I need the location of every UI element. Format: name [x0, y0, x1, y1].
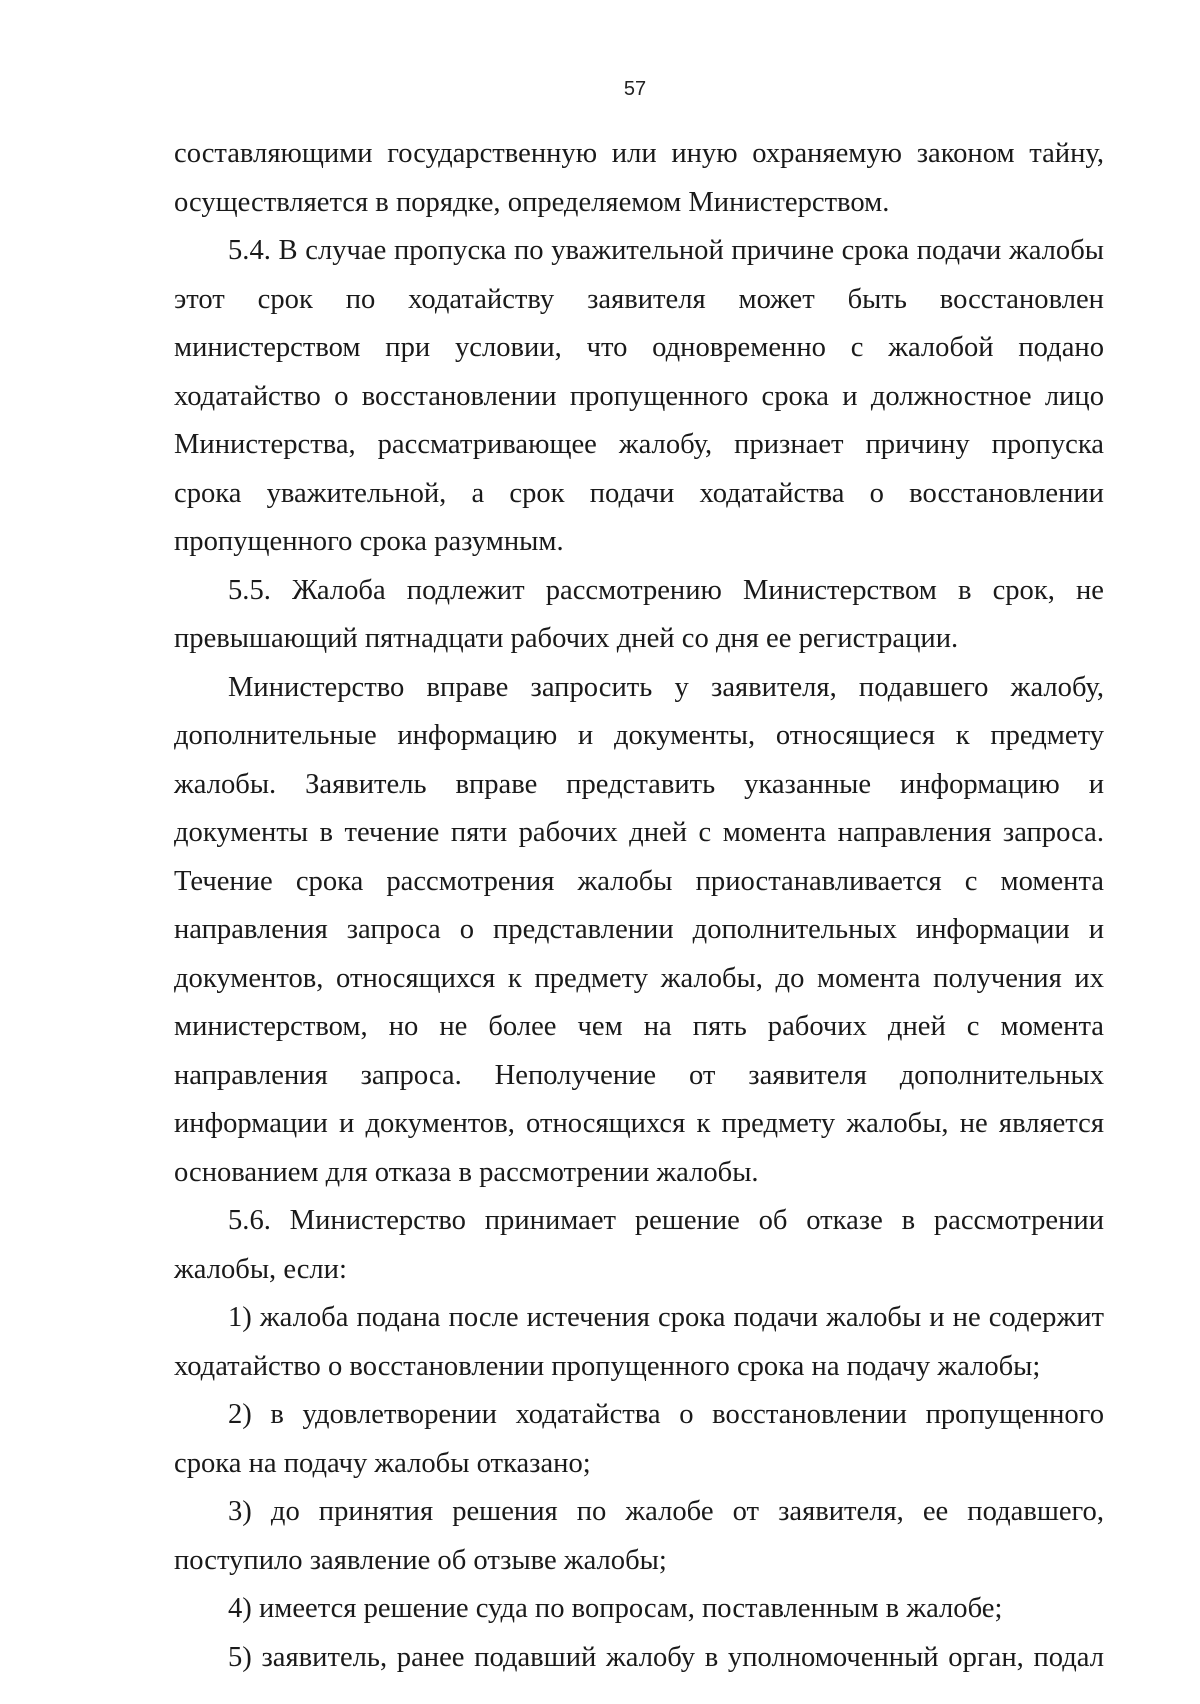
list-item-4: 4) имеется решение суда по вопросам, поставленным в жалобе; [228, 1593, 1003, 1624]
paragraph-clause-5-5-request: Министерство вправе запросить у заявителя, подавшего жалобу, дополнительные информацию и документы, относящиеся к предмету жалобы. Заявитель вправе представить указанные информацию и документы в течение пяти рабочих дней с момента направления запроса. Течение срока рассмотрения жалобы приостанавливается с момента направления запроса о представлении дополнительных информации и документов, относящихся к предмету жалобы, до момента получения их министерством, но не более чем на пять рабочих дней с момента направления запроса. Неполучение от заявителя дополнительных информации и документов, относящихся к предмету жалобы, не является основанием для отказа в рассмотрении жалобы. [174, 671, 1104, 1188]
page-number: 57 [623, 78, 647, 100]
paragraph-clause-5-5: 5.5. Жалоба подлежит рассмотрению Министерством в срок, не превышающий пятнадцати рабочих дней со дня ее регистрации. [174, 574, 1104, 654]
document-body [174, 130, 1104, 1682]
paragraph-clause-5-4: 5.4. В случае пропуска по уважительной причине срока подачи жалобы этот срок по ходатайству заявителя может быть восстановлен министерством при условии, что одновременно с жалобой подано ходатайство о восстановлении пропущенного срока и должностное лицо Министерства, рассматривающее жалобу, признает причину пропуска срока уважительной, а срок подачи ходатайства о восстановлении пропущенного срока разумным. [174, 235, 1104, 557]
paragraph-clause-5-6: 5.6. Министерство принимает решение об отказе в рассмотрении жалобы, если: [174, 1205, 1104, 1285]
list-item-3: 3) до принятия решения по жалобе от заявителя, ее подавшего, поступило заявление об отзыве жалобы; [174, 1496, 1104, 1576]
list-item-5: 5) заявитель, ранее подавший жалобу в уполномоченный орган, подал [228, 1641, 1104, 1673]
paragraph-continuation: составляющими государственную или иную охраняемую законом тайну, осуществляется в порядке, определяемом Министерством. [174, 138, 1104, 218]
list-item-1: 1) жалоба подана после истечения срока подачи жалобы и не содержит ходатайство о восстановлении пропущенного срока на подачу жалобы; [174, 1302, 1104, 1382]
list-item-2: 2) в удовлетворении ходатайства о восстановлении пропущенного срока на подачу жалобы отказано; [174, 1399, 1104, 1479]
